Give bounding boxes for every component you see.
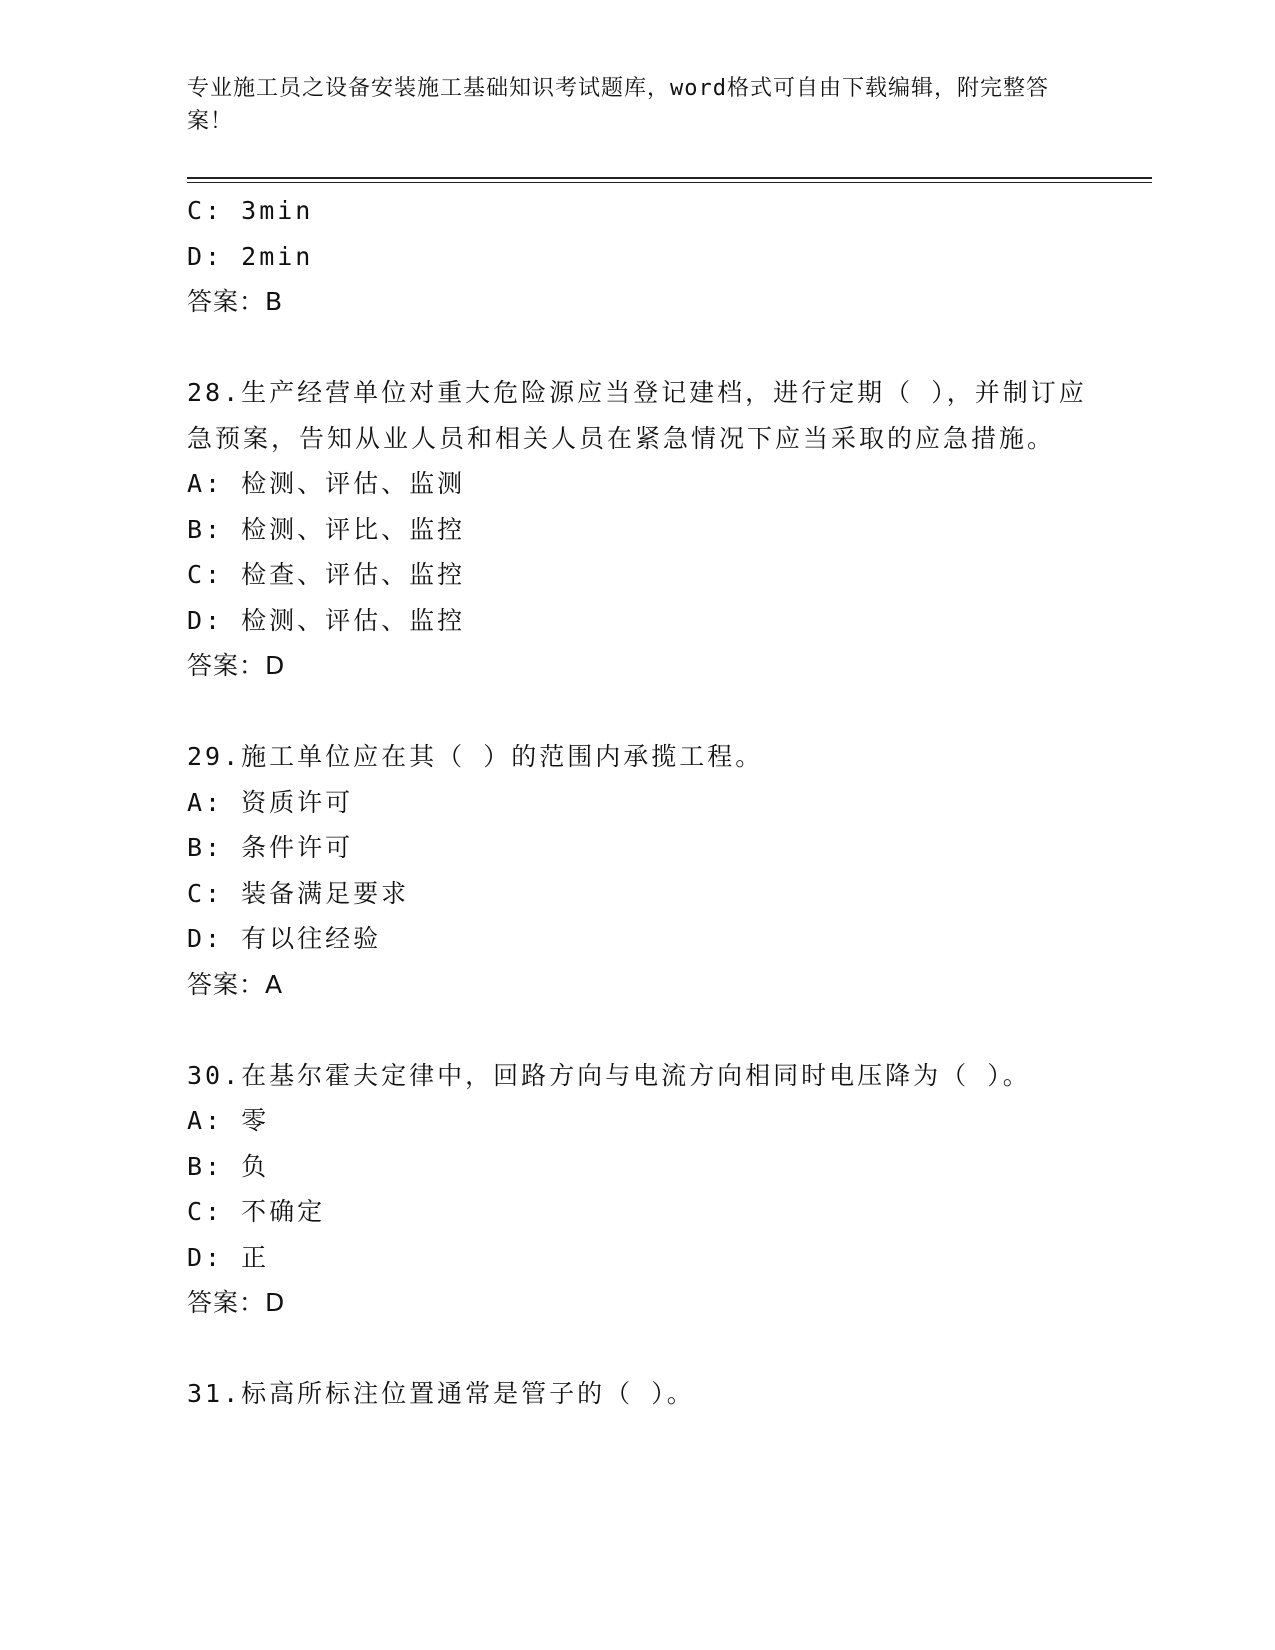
option-b: B: 检测、评比、监控 — [187, 514, 466, 544]
option-c: C: 3min — [187, 196, 314, 225]
header-divider-thin — [187, 182, 1152, 183]
option-b: B: 条件许可 — [187, 833, 354, 862]
question-29 — [187, 734, 1087, 1007]
option-a: A: 检测、评估、监测 — [187, 469, 466, 498]
option-c: C: 检查、评估、监控 — [187, 560, 466, 589]
option-d: D: 正 — [187, 1242, 270, 1272]
question-31 — [187, 1371, 1087, 1417]
question-stem: 30.在基尔霍夫定律中，回路方向与电流方向相同时电压降为（ ）。 — [187, 1060, 1031, 1090]
option-d: D: 检测、评估、监控 — [187, 605, 466, 635]
answer: 答案：D — [187, 651, 286, 680]
question-28 — [187, 370, 1087, 689]
continued-question — [187, 188, 1087, 325]
question-30 — [187, 1053, 1087, 1326]
question-content — [187, 188, 1087, 1417]
option-c: C: 装备满足要求 — [187, 878, 410, 908]
document-header: 专业施工员之设备安装施工基础知识考试题库，word格式可自由下载编辑，附完整答案！ — [187, 76, 1049, 134]
question-stem: 28.生产经营单位对重大危险源应当登记建档，进行定期（ ），并制订应急预案，告知从业人员和相关人员在紧急情况下应当采取的应急措施。 — [187, 378, 1087, 453]
answer: 答案：D — [187, 1288, 286, 1317]
question-stem: 29.施工单位应在其（ ）的范围内承揽工程。 — [187, 742, 764, 771]
option-d: D: 2min — [187, 241, 314, 271]
option-a: A: 零 — [187, 1106, 270, 1135]
option-a: A: 资质许可 — [187, 787, 354, 817]
header-divider — [187, 177, 1152, 179]
answer: 答案：A — [187, 969, 284, 999]
answer: 答案：B — [187, 287, 284, 316]
option-c: C: 不确定 — [187, 1197, 326, 1226]
question-stem: 31.标高所标注位置通常是管子的（ ）。 — [187, 1379, 695, 1408]
option-d: D: 有以往经验 — [187, 924, 382, 953]
option-b: B: 负 — [187, 1151, 270, 1181]
